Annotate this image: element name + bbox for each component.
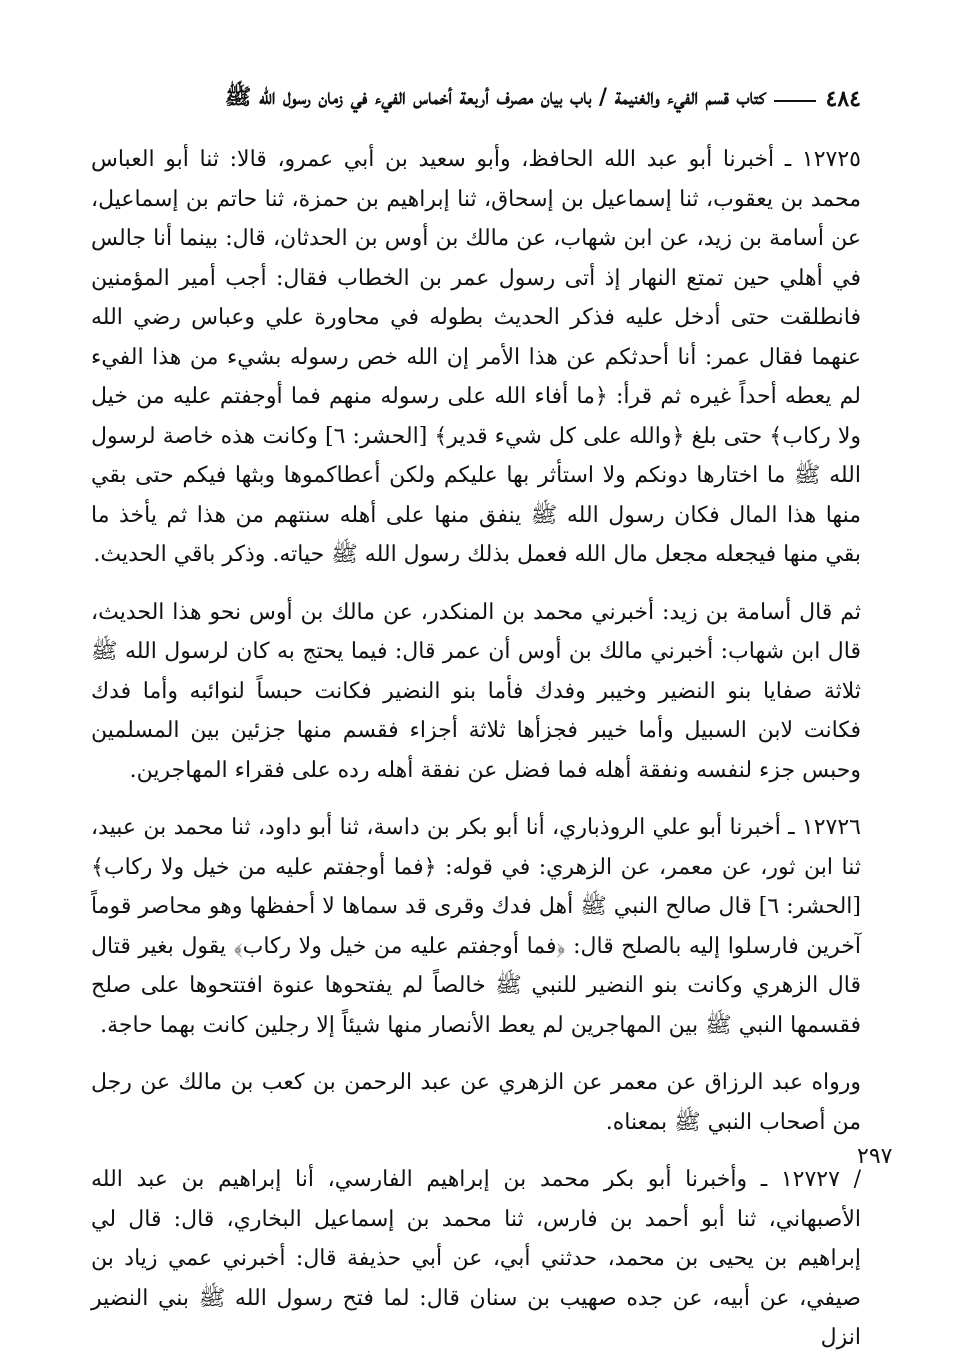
hadith-12725-paragraph: ١٢٧٢٥ ـ أخبرنا أبو عبد الله الحافظ، وأبو سعيد بن أبي عمرو، قالا: ثنا أبو العباس محمد بن يعقوب، ثنا إسماعيل بن إسحاق، ثنا إبراهيم بن حمزة، ثنا حاتم بن إسماعيل، عن أسامة بن زيد، عن ابن شهاب، عن مالك بن أوس بن الحدثان، قال: بينما أنا جالس في أهلي حين تمتع النهار إذ أتى رسول عمر بن الخطاب فقال: أجب أمير المؤمنين فانطلقت حتى أدخل عليه فذكر الحديث بطوله في محاورة علي وعباس رضي الله عنهما فقال عمر: أنا أحدثكم عن هذا الأمر إن الله خص رسوله بشيء من هذا الفيء لم يعطه أحداً غيره ثم قرأ: ﴿ما أفاء الله على رسوله منهم فما أوجفتم عليه من خيل ولا ركاب﴾ حتى بلغ ﴿والله على كل شيء قدير﴾ [الحشر: ٦] وكانت هذه خاصة لرسول الله ﷺ ما اختارها دونكم ولا استأثر بها عليكم ولكن أعطاكموها وبثها فيكم حتى بقي منها هذا المال فكان رسول الله ﷺ ينفق منها على أهله سنتهم من هذا ثم يأخذ ما بقي منها فيجعله مجعل مال الله فعمل بذلك رسول الله ﷺ حياته. وذكر باقي الحديث. [91,147,862,567]
header-rule [774,100,816,102]
running-header [91,82,861,116]
usama-narration-paragraph: ثم قال أسامة بن زيد: أخبرني محمد بن المنكدر، عن مالك بن أوس نحو هذا الحديث، قال ابن شهاب: أخبرني مالك بن أوس أن عمر قال: فيما يحتج به كان لرسول الله ﷺ ثلاثة صفايا بنو النضير وخيبر وفدك فأما بنو النضير فكانت حبساً لنوائبه وأما فدك فكانت لابن السبيل وأما خيبر فجزأها ثلاثة أجزاء فقسم منها جزئين بين المسلمين وحبس جزء لنفسه ونفقة أهله فما فضل عن نفقة أهله رده على فقراء المهاجرين. [91,599,861,783]
margin-page-number: ٢٩٧ [857,1144,893,1169]
header-title: كتاب قسم الفيء والغنيمة / باب بيان مصرف أربعة أخماس الفيء في زمان رسول الله ﷺ [224,84,766,110]
hadith-12726-paragraph: ١٢٧٢٦ ـ أخبرنا أبو علي الروذباري، أنا أبو بكر بن داسة، ثنا أبو داود، ثنا محمد بن عبيد، ثنا ابن ثور، عن معمر، عن الزهري: في قوله: ﴿فما أوجفتم عليه من خيل ولا ركاب﴾ [الحشر: ٦] قال صالح النبي ﷺ أهل فدك وقرى قد سماها لا أحفظها وهو محاصر قوماً آخرين فارسلوا إليه بالصلح قال: ﴿فما أوجفتم عليه من خيل ولا ركاب﴾ يقول بغير قتال قال الزهري وكانت بنو النضير للنبي ﷺ خالصاً لم يفتحوها عنوة افتتحوها على صلح فقسمها النبي ﷺ بين المهاجرين لم يعط الأنصار منها شيئاً إلا رجلين كانت بهما حاجة. [91,815,861,1038]
abdulrazzaq-narration-paragraph: ورواه عبد الرزاق عن معمر عن الزهري عن عبد الرحمن بن كعب بن مالك عن رجل من أصحاب النبي ﷺ بمعناه. [91,1070,861,1135]
page-body [91,140,861,1358]
hadith-12727-paragraph: / ١٢٧٢٧ ـ وأخبرنا أبو بكر محمد بن إبراهيم الفارسي، أنا إبراهيم بن عبد الله الأصبهاني، ثنا أبو أحمد بن فارس، ثنا محمد بن إسماعيل البخاري، قال: قال لي إبراهيم بن يحيى بن محمد، حدثني أبي، عن أبي حذيفة قال: أخبرني عمي زياد بن صيفي، عن أبيه، عن جده صهيب بن سنان قال: لما فتح رسول الله ﷺ بني النضير انزل [91,1167,861,1350]
page-number: ٤٨٤ [825,86,861,112]
